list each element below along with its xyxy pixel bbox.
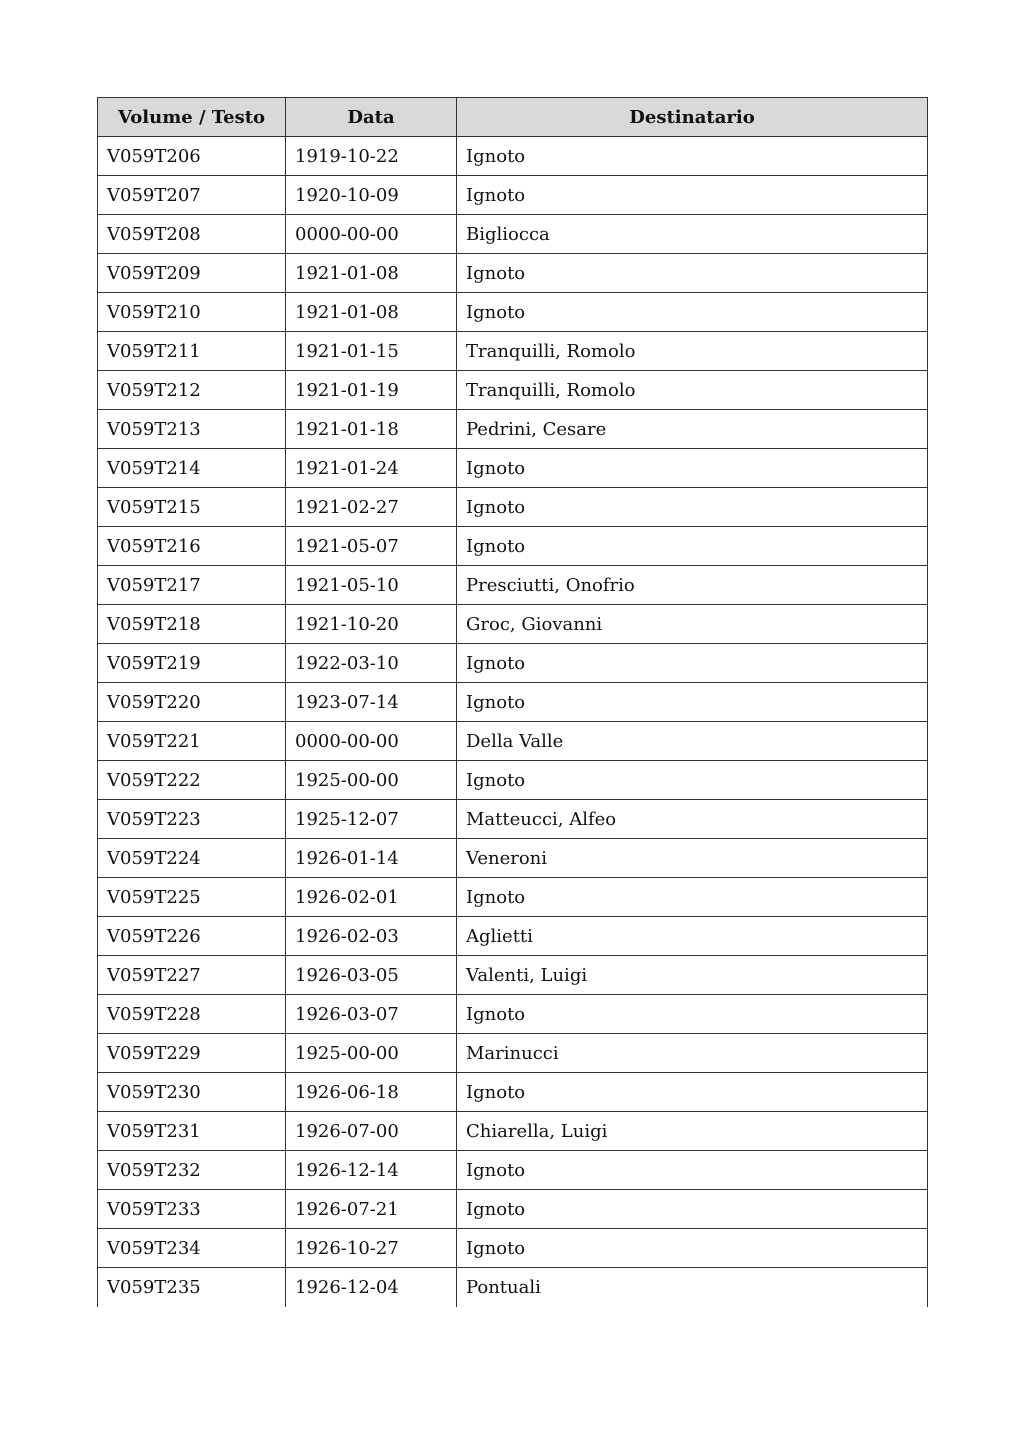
- data-cell: 1926-01-14: [286, 839, 457, 878]
- table-row: [98, 332, 928, 371]
- destinatario-cell: Ignoto: [457, 176, 928, 215]
- destinatario-cell: Ignoto: [457, 683, 928, 722]
- volume-testo-cell: V059T229: [98, 1034, 286, 1073]
- destinatario-cell: Ignoto: [457, 1229, 928, 1268]
- data-cell: 1926-02-01: [286, 878, 457, 917]
- volume-testo-cell: V059T234: [98, 1229, 286, 1268]
- data-cell: 1921-01-18: [286, 410, 457, 449]
- destinatario-cell: Ignoto: [457, 1073, 928, 1112]
- table-row: [98, 644, 928, 683]
- table-row: [98, 1073, 928, 1112]
- data-cell: 1926-06-18: [286, 1073, 457, 1112]
- data-cell: 1921-02-27: [286, 488, 457, 527]
- table-row: [98, 410, 928, 449]
- destinatario-cell: Ignoto: [457, 1151, 928, 1190]
- volume-testo-cell: V059T226: [98, 917, 286, 956]
- data-cell: 1926-07-00: [286, 1112, 457, 1151]
- table-row: [98, 488, 928, 527]
- volume-testo-cell: V059T233: [98, 1190, 286, 1229]
- destinatario-cell: Ignoto: [457, 254, 928, 293]
- table-row: [98, 761, 928, 800]
- data-cell: 1923-07-14: [286, 683, 457, 722]
- volume-testo-cell: V059T228: [98, 995, 286, 1034]
- table-row: [98, 839, 928, 878]
- header-destinatario: Destinatario: [457, 98, 928, 137]
- data-cell: 1920-10-09: [286, 176, 457, 215]
- destinatario-cell: Ignoto: [457, 644, 928, 683]
- table-row: [98, 722, 928, 761]
- volume-testo-cell: V059T224: [98, 839, 286, 878]
- table-row: [98, 449, 928, 488]
- destinatario-cell: Della Valle: [457, 722, 928, 761]
- destinatario-cell: Groc, Giovanni: [457, 605, 928, 644]
- data-cell: 1926-07-21: [286, 1190, 457, 1229]
- destinatario-cell: Ignoto: [457, 137, 928, 176]
- table-row: [98, 1034, 928, 1073]
- destinatario-cell: Pontuali: [457, 1268, 928, 1307]
- table-row: [98, 956, 928, 995]
- data-cell: 1919-10-22: [286, 137, 457, 176]
- volume-testo-cell: V059T206: [98, 137, 286, 176]
- destinatario-cell: Matteucci, Alfeo: [457, 800, 928, 839]
- table-row: [98, 1268, 928, 1307]
- destinatario-cell: Ignoto: [457, 449, 928, 488]
- data-cell: 0000-00-00: [286, 722, 457, 761]
- data-cell: 1921-01-08: [286, 254, 457, 293]
- volume-testo-cell: V059T211: [98, 332, 286, 371]
- table-row: [98, 137, 928, 176]
- destinatario-cell: Ignoto: [457, 527, 928, 566]
- data-cell: 1921-01-24: [286, 449, 457, 488]
- destinatario-cell: Valenti, Luigi: [457, 956, 928, 995]
- destinatario-cell: Chiarella, Luigi: [457, 1112, 928, 1151]
- table-row: [98, 800, 928, 839]
- data-cell: 1921-01-08: [286, 293, 457, 332]
- data-cell: 1926-12-04: [286, 1268, 457, 1307]
- table-row: [98, 917, 928, 956]
- volume-testo-cell: V059T216: [98, 527, 286, 566]
- volume-testo-cell: V059T232: [98, 1151, 286, 1190]
- table-row: [98, 527, 928, 566]
- destinatario-cell: Marinucci: [457, 1034, 928, 1073]
- volume-testo-cell: V059T230: [98, 1073, 286, 1112]
- destinatario-cell: Ignoto: [457, 293, 928, 332]
- table-row: [98, 371, 928, 410]
- volume-testo-cell: V059T213: [98, 410, 286, 449]
- table-row: [98, 566, 928, 605]
- volume-testo-cell: V059T217: [98, 566, 286, 605]
- volume-testo-cell: V059T218: [98, 605, 286, 644]
- table-row: [98, 683, 928, 722]
- destinatario-cell: Presciutti, Onofrio: [457, 566, 928, 605]
- destinatario-cell: Bigliocca: [457, 215, 928, 254]
- destinatario-cell: Ignoto: [457, 488, 928, 527]
- table-header: [98, 98, 928, 137]
- volume-testo-cell: V059T223: [98, 800, 286, 839]
- volume-testo-cell: V059T208: [98, 215, 286, 254]
- data-cell: 1922-03-10: [286, 644, 457, 683]
- destinatario-cell: Ignoto: [457, 761, 928, 800]
- data-cell: 1925-00-00: [286, 1034, 457, 1073]
- destinatario-cell: Ignoto: [457, 995, 928, 1034]
- table-row: [98, 176, 928, 215]
- volume-testo-cell: V059T215: [98, 488, 286, 527]
- table-row: [98, 1190, 928, 1229]
- header-volume-testo: Volume / Testo: [98, 98, 286, 137]
- data-cell: 0000-00-00: [286, 215, 457, 254]
- volume-testo-cell: V059T222: [98, 761, 286, 800]
- letters-table: [97, 97, 928, 1307]
- data-cell: 1926-12-14: [286, 1151, 457, 1190]
- table-row: [98, 995, 928, 1034]
- data-cell: 1926-03-07: [286, 995, 457, 1034]
- volume-testo-cell: V059T221: [98, 722, 286, 761]
- data-cell: 1925-00-00: [286, 761, 457, 800]
- data-cell: 1926-03-05: [286, 956, 457, 995]
- destinatario-cell: Tranquilli, Romolo: [457, 332, 928, 371]
- header-row: [98, 98, 928, 137]
- table-row: [98, 1112, 928, 1151]
- volume-testo-cell: V059T212: [98, 371, 286, 410]
- volume-testo-cell: V059T210: [98, 293, 286, 332]
- volume-testo-cell: V059T220: [98, 683, 286, 722]
- destinatario-cell: Aglietti: [457, 917, 928, 956]
- volume-testo-cell: V059T235: [98, 1268, 286, 1307]
- table-row: [98, 215, 928, 254]
- destinatario-cell: Veneroni: [457, 839, 928, 878]
- volume-testo-cell: V059T225: [98, 878, 286, 917]
- destinatario-cell: Pedrini, Cesare: [457, 410, 928, 449]
- data-cell: 1921-05-10: [286, 566, 457, 605]
- data-cell: 1921-01-19: [286, 371, 457, 410]
- header-data: Data: [286, 98, 457, 137]
- data-cell: 1926-10-27: [286, 1229, 457, 1268]
- data-cell: 1926-02-03: [286, 917, 457, 956]
- table-row: [98, 293, 928, 332]
- table-body: [98, 137, 928, 1307]
- destinatario-cell: Tranquilli, Romolo: [457, 371, 928, 410]
- volume-testo-cell: V059T214: [98, 449, 286, 488]
- volume-testo-cell: V059T209: [98, 254, 286, 293]
- table-row: [98, 878, 928, 917]
- volume-testo-cell: V059T231: [98, 1112, 286, 1151]
- destinatario-cell: Ignoto: [457, 878, 928, 917]
- volume-testo-cell: V059T219: [98, 644, 286, 683]
- destinatario-cell: Ignoto: [457, 1190, 928, 1229]
- data-cell: 1921-05-07: [286, 527, 457, 566]
- data-cell: 1921-10-20: [286, 605, 457, 644]
- volume-testo-cell: V059T227: [98, 956, 286, 995]
- table-row: [98, 1229, 928, 1268]
- data-cell: 1925-12-07: [286, 800, 457, 839]
- data-cell: 1921-01-15: [286, 332, 457, 371]
- table-row: [98, 1151, 928, 1190]
- table-row: [98, 605, 928, 644]
- volume-testo-cell: V059T207: [98, 176, 286, 215]
- table-row: [98, 254, 928, 293]
